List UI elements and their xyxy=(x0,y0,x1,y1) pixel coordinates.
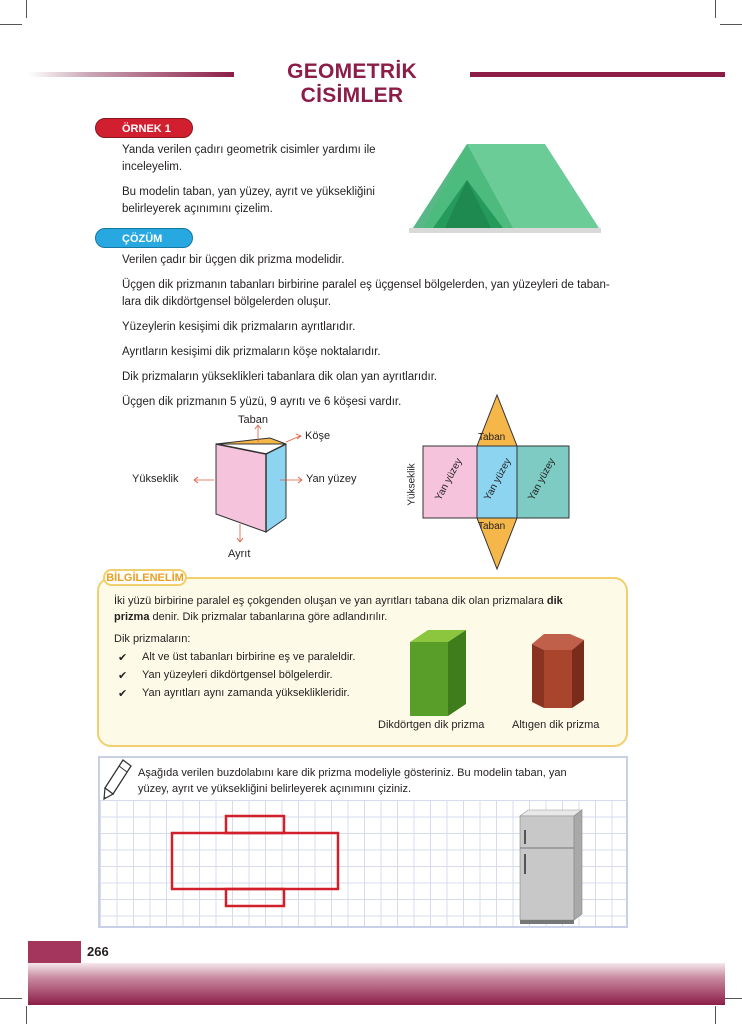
net-face-1: Yan yüzey xyxy=(433,456,465,503)
net-label-taban-bottom: Taban xyxy=(478,521,506,532)
check-icon: ✔ xyxy=(118,688,128,700)
prism-label-ayrit: Ayrıt xyxy=(228,548,251,560)
check-icon: ✔ xyxy=(118,652,128,664)
solution-line-4: Yüzeylerin kesişimi dik prizmaların ayrıtlarıdır. xyxy=(122,321,356,333)
check-icon: ✔ xyxy=(118,670,128,682)
solution-badge: ÇÖZÜM xyxy=(95,228,193,248)
solution-line-6: Dik prizmaların yükseklikleri tabanlara dik olan yan ayrıtlarıdır. xyxy=(122,371,438,383)
crop-mark xyxy=(0,998,22,999)
info-text-line-1 xyxy=(114,593,563,610)
info-text-line-2 xyxy=(114,609,387,626)
shape1-caption: Dikdörtgen dik prizma xyxy=(378,719,485,731)
solution-line-3: lara dik dikdörtgensel bölgelerden oluşur. xyxy=(122,296,332,308)
fridge-net-drawing xyxy=(168,812,342,912)
hexagonal-prism-shape xyxy=(528,630,588,712)
shape2-caption: Altıgen dik prizma xyxy=(512,719,600,731)
task-line-2: yüzey, ayrıt ve yüksekliğini belirleyerek açınımını çiziniz. xyxy=(138,783,412,795)
crop-mark xyxy=(26,1006,27,1024)
info-item-3: Yan ayrıtları aynı zamanda yükseklikleridir. xyxy=(142,687,350,699)
solution-line-5: Ayrıtların kesişimi dik prizmaların köşe noktalarıdır. xyxy=(122,346,381,358)
crop-mark xyxy=(715,1006,716,1024)
crop-mark xyxy=(715,0,716,18)
crop-mark xyxy=(0,24,22,25)
example-line-3: Bu modelin taban, yan yüzey, ayrıt ve yüksekliğini xyxy=(122,186,375,198)
info-text-2-bold: prizma xyxy=(114,611,150,623)
example-line-1: Yanda verilen çadırı geometrik cisimler yardımı ile xyxy=(122,144,376,156)
info-text-1a: İki yüzü birbirine paralel eş çokgenden oluşan ve yan ayrıtları tabana dik olan prizmalara xyxy=(114,595,547,607)
task-line-1: Aşağıda verilen buzdolabını kare dik prizma modeliyle gösteriniz. Bu modelin taban, yan xyxy=(138,767,567,779)
prism-label-yan-yuzey: Yan yüzey xyxy=(306,473,357,485)
refrigerator-illustration xyxy=(514,808,586,926)
crop-mark xyxy=(720,24,742,25)
example-line-2: inceleyelim. xyxy=(122,161,183,173)
info-text-1-bold: dik xyxy=(546,595,563,607)
example-badge: ÖRNEK 1 xyxy=(95,118,193,138)
title-rule-right xyxy=(470,72,725,77)
tent-illustration xyxy=(405,140,605,236)
info-list-title: Dik prizmaların: xyxy=(114,633,191,645)
prism-label-kose: Köşe xyxy=(305,430,331,442)
info-item-2: Yan yüzeyleri dikdörtgensel bölgelerdir. xyxy=(142,669,333,681)
prism-label-yukseklik: Yükseklik xyxy=(132,473,179,485)
solution-line-7: Üçgen dik prizmanın 5 yüzü, 9 ayrıtı ve 6 köşesi vardır. xyxy=(122,396,402,408)
net-label-taban-top: Taban xyxy=(478,432,506,443)
rectangular-prism-shape xyxy=(408,628,470,720)
page-title: GEOMETRİK CİSİMLER xyxy=(287,60,417,107)
solution-line-1: Verilen çadır bir üçgen dik prizma modelidir. xyxy=(122,254,345,266)
crop-mark xyxy=(26,0,27,18)
net-face-2: Yan yüzey xyxy=(482,456,514,503)
title-rule-left xyxy=(28,72,234,77)
prism-label-taban: Taban xyxy=(238,414,268,426)
info-text-2-rest: denir. Dik prizmalar tabanlarına göre adlandırılır. xyxy=(149,611,388,623)
solution-line-2: Üçgen dik prizmanın tabanları birbirine paralel eş üçgensel bölgelerden, yan yüzeyleri de taban- xyxy=(122,279,610,291)
info-tag: BİLGİLENELİM xyxy=(103,569,187,586)
example-line-4: belirleyerek açınımını çizelim. xyxy=(122,203,273,215)
footer-band xyxy=(28,963,725,1005)
page-number: 266 xyxy=(81,941,149,963)
net-face-3: Yan yüzey xyxy=(526,456,558,503)
footer-accent xyxy=(28,941,81,963)
info-item-1: Alt ve üst tabanları birbirine eş ve paraleldir. xyxy=(142,651,356,663)
pencil-icon xyxy=(101,758,133,802)
net-label-yukseklik: Yükseklik xyxy=(406,463,418,506)
